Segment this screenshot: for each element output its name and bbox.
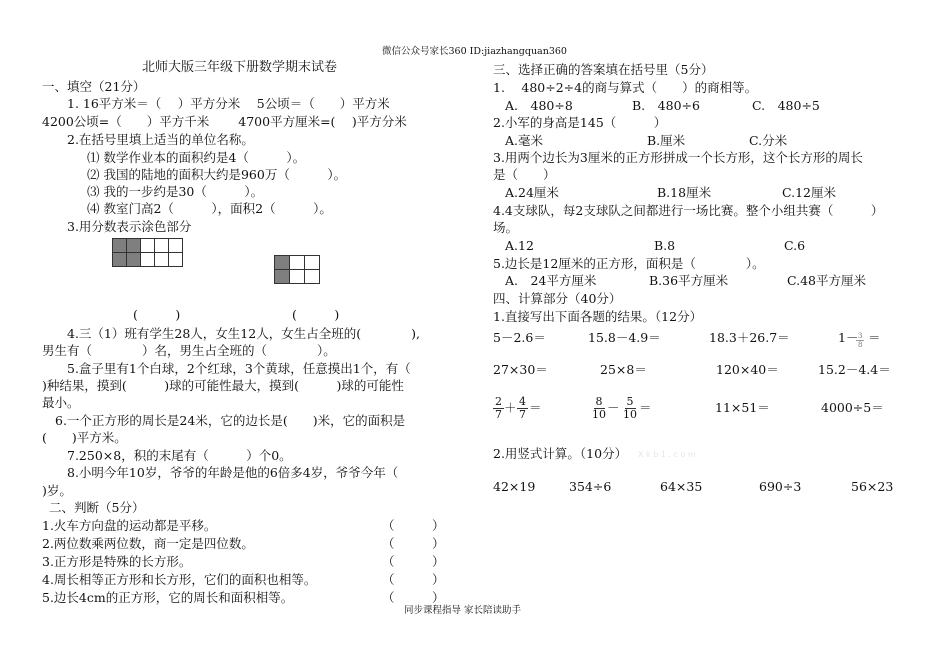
top-note: 微信公众号家长360 ID:jiazhangquan360 bbox=[382, 46, 567, 57]
choice-q1-a: A. 480÷8 bbox=[505, 98, 573, 113]
calc-r3-3: 11×51＝ bbox=[715, 400, 770, 415]
fraction-denominator: 10 bbox=[623, 408, 637, 421]
calc-r2-2: 25×8＝ bbox=[600, 362, 647, 377]
fill-q2: 2.在括号里填上适当的单位名称。 bbox=[67, 132, 254, 147]
fill-q8-line1: 8.小明今年10岁，爷爷的年龄是他的6倍多4岁，爷爷今年（ bbox=[67, 465, 399, 480]
vertical-calc-2: 354÷6 bbox=[569, 479, 612, 494]
choice-q2-a: A.毫米 bbox=[505, 133, 544, 148]
choice-q5-b: B.36平方厘米 bbox=[649, 273, 729, 288]
answer-paren-a: ( ) bbox=[133, 307, 181, 322]
fraction-3-8 bbox=[856, 332, 864, 349]
choice-q4-line1: 4.4支球队，每2支球队之间都进行一场比赛。整个小组共赛（ ） bbox=[493, 203, 884, 218]
fraction-numerator: 8 bbox=[595, 395, 603, 408]
section4-title: 四、计算部分（40分） bbox=[493, 291, 622, 306]
choice-q5: 5.边长是12厘米的正方形，面积是（ ）。 bbox=[493, 256, 765, 271]
judge-paren-1: （ ） bbox=[382, 518, 445, 533]
judge-q4: 4.周长相等正方形和长方形，它们的面积也相等。 bbox=[42, 572, 317, 587]
minus-sign: － bbox=[607, 400, 620, 415]
fill-q5-line3: 最小。 bbox=[42, 395, 80, 410]
choice-q1-b: B. 480÷6 bbox=[632, 98, 700, 113]
watermark: X k b 1 . c o m bbox=[638, 450, 696, 459]
fill-q5-line2: )种结果，摸到( )球的可能性最大，摸到( )球的可能性 bbox=[42, 378, 404, 393]
vertical-calc-5: 56×23 bbox=[851, 479, 894, 494]
judge-paren-4: （ ） bbox=[382, 572, 445, 587]
page-title: 北师大版三年级下册数学期末试卷 bbox=[142, 60, 338, 75]
judge-q5: 5.边长4cm的正方形，它的周长和面积相等。 bbox=[42, 590, 294, 605]
fraction-denominator: 10 bbox=[592, 408, 606, 421]
choice-q3-c: C.12厘米 bbox=[782, 185, 836, 200]
calc-r1-2: 15.8－4.9＝ bbox=[588, 330, 661, 345]
calc-r2-1: 27×30＝ bbox=[493, 362, 548, 377]
calc-r3-4: 4000÷5＝ bbox=[821, 400, 884, 415]
choice-q1: 1. 480÷2÷4的商与算式（ ）的商相等。 bbox=[493, 80, 758, 95]
calc-r1-3: 18.3＋26.7＝ bbox=[709, 330, 790, 345]
section1-title: 一、填空（21分） bbox=[42, 79, 146, 94]
fill-q7: 7.250×8，积的末尾有（ ）个0。 bbox=[67, 448, 292, 463]
fraction-denominator: 8 bbox=[858, 341, 863, 349]
choice-q4-c: C.6 bbox=[784, 238, 806, 253]
judge-paren-2: （ ） bbox=[382, 536, 445, 551]
fill-q2-3: ⑶ 我的一步约是30（ ）。 bbox=[87, 184, 264, 199]
choice-q5-c: C.48平方厘米 bbox=[787, 273, 866, 288]
fill-q4-line1: 4.三（1）班有学生28人，女生12人，女生占全班的( ), bbox=[67, 326, 420, 341]
fill-q4-line2: 男生有（ ）名，男生占全班的（ ）。 bbox=[42, 343, 336, 358]
fill-q5-line1: 5.盒子里有1个白球，2个红球，3个黄球，任意摸出1个，有（ bbox=[67, 361, 411, 376]
choice-q3-line2: 是（ ） bbox=[493, 167, 556, 182]
fraction-denominator: 7 bbox=[495, 408, 502, 421]
choice-q2-b: B.厘米 bbox=[647, 133, 686, 148]
calc-r2-4: 15.2－4.4＝ bbox=[818, 362, 891, 377]
section3-title: 三、选择正确的答案填在括号里（5分） bbox=[493, 62, 714, 77]
fill-q1-line2: 4200公顷=（ ）平方千米 4700平方厘米=( )平方分米 bbox=[42, 114, 407, 129]
judge-q2: 2.两位数乘两位数，商一定是四位数。 bbox=[42, 536, 254, 551]
fraction-4-7 bbox=[517, 396, 528, 421]
fill-q2-2: ⑵ 我国的陆地的面积大约是960万（ ）。 bbox=[87, 167, 347, 182]
answer-paren-b: ( ) bbox=[292, 307, 340, 322]
judge-q3: 3.正方形是特殊的长方形。 bbox=[42, 554, 192, 569]
choice-q2: 2.小军的身高是145（ ） bbox=[493, 115, 667, 130]
choice-q2-c: C.分米 bbox=[749, 133, 788, 148]
judge-paren-5: （ ） bbox=[382, 590, 445, 605]
plus-sign: ＋ bbox=[504, 400, 517, 415]
choice-q4-b: B.8 bbox=[654, 238, 676, 253]
vertical-calc-1: 42×19 bbox=[493, 479, 536, 494]
fraction-grid-b bbox=[274, 255, 320, 284]
calc-r1-1: 5－2.6＝ bbox=[493, 330, 546, 345]
vertical-calc-4: 690÷3 bbox=[759, 479, 802, 494]
fill-q6-line1: 6.一个正方形的周长是24米，它的边长是( )米，它的面积是 bbox=[55, 413, 406, 428]
fill-q2-1: ⑴ 数学作业本的面积约是4（ ）。 bbox=[87, 150, 306, 165]
equals-sign: ＝ bbox=[639, 400, 652, 415]
equals-sign: ＝ bbox=[529, 400, 542, 415]
fill-q8-line2: )岁。 bbox=[42, 483, 72, 498]
judge-paren-3: （ ） bbox=[382, 554, 445, 569]
section2-title: 二、判断（5分） bbox=[49, 500, 145, 515]
choice-q1-c: C. 480÷5 bbox=[752, 98, 820, 113]
fraction-8-10 bbox=[590, 396, 608, 421]
judge-q1: 1.火车方向盘的运动都是平移。 bbox=[42, 518, 217, 533]
fraction-grid-a bbox=[112, 238, 183, 267]
choice-q3-a: A.24厘米 bbox=[505, 185, 559, 200]
equals-sign: ＝ bbox=[868, 330, 881, 345]
choice-q5-a: A. 24平方厘米 bbox=[505, 273, 597, 288]
calc-r2-3: 120×40＝ bbox=[716, 362, 779, 377]
fraction-5-10 bbox=[621, 396, 639, 421]
choice-q4-line2: 场。 bbox=[493, 220, 519, 235]
fraction-denominator: 7 bbox=[519, 408, 526, 421]
fill-q1-line1: 1. 16平方米＝（ ）平方分米 5公顷＝（ ）平方米 bbox=[67, 96, 390, 111]
fraction-numerator: 2 bbox=[495, 395, 502, 408]
vertical-calc-3: 64×35 bbox=[660, 479, 703, 494]
fraction-2-7 bbox=[493, 396, 504, 421]
choice-q3-b: B.18厘米 bbox=[657, 185, 712, 200]
fraction-numerator: 5 bbox=[626, 395, 634, 408]
calc-r1-4: 1－ bbox=[838, 330, 859, 345]
fraction-numerator: 3 bbox=[858, 332, 863, 340]
fill-q6-line2: ( )平方米。 bbox=[42, 430, 127, 445]
choice-q4-a: A.12 bbox=[505, 238, 534, 253]
calc1-title: 1.直接写出下面各题的结果。（12分） bbox=[493, 309, 703, 324]
fill-q3: 3.用分数表示涂色部分 bbox=[67, 219, 192, 234]
fraction-numerator: 4 bbox=[519, 395, 526, 408]
choice-q3-line1: 3.用两个边长为3厘米的正方形拼成一个长方形，这个长方形的周长 bbox=[493, 150, 863, 165]
footer-note: 同步课程指导 家长陪读助手 bbox=[404, 605, 522, 616]
calc2-title: 2.用竖式计算。（10分） bbox=[493, 446, 628, 461]
fill-q2-4: ⑷ 教室门高2（ ），面积2（ ）。 bbox=[87, 201, 332, 216]
